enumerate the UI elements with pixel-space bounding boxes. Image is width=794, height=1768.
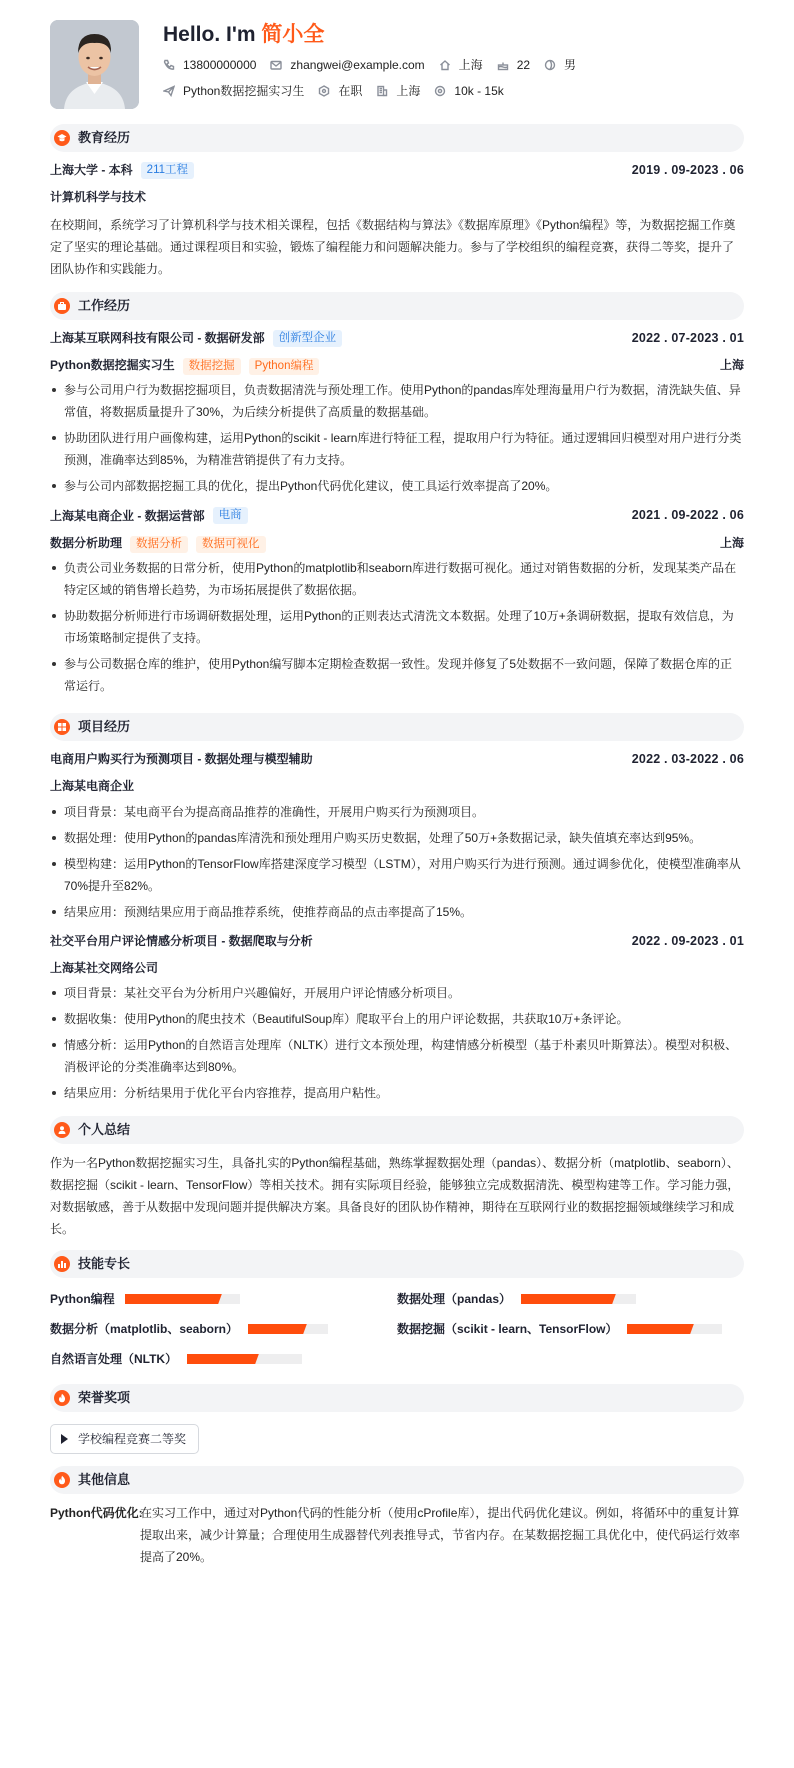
user-icon (54, 1122, 70, 1138)
email-text: zhangwei@example.com (290, 58, 425, 73)
list-item: 项目背景：某社交平台为分析用户兴趣偏好，开展用户评论情感分析项目。 (50, 982, 744, 1004)
city-text: 上海 (458, 58, 483, 73)
list-item: 模型构建：运用Python的TensorFlow库搭建深度学习模型（LSTM），对用户购买行为进行预测。通过调参优化，使模型准确率从70%提升至82%。 (50, 853, 744, 897)
skill-bar (627, 1324, 722, 1334)
award-text: 学校编程竞赛二等奖 (78, 1432, 187, 1446)
city-item (439, 55, 483, 75)
work-city-text: 上海 (396, 84, 421, 99)
phone-icon (163, 59, 175, 71)
coin-icon (434, 85, 446, 97)
greeting-text: Hello. I'm (163, 23, 262, 46)
summary-text: 作为一名Python数据挖掘实习生，具备扎实的Python编程基础，熟练掌握数据处理（pandas）、数据分析（matplotlib、seaborn）、数据挖掘（scikit - learn、TensorFlow）等相关技术。拥有实际项目经验，能够独立完成数据清洗、模型构建等工作。学习能力强，对数据敏感，善于从数据中发现问题并提供解决方案。具备良好的团队协作精神，期待在互联网行业的数据挖掘领域继续学习和成长。 (50, 1156, 740, 1237)
education-entry (50, 160, 744, 280)
skill-label: 自然语言处理（NLTK） (50, 1352, 178, 1366)
skill-label: 数据分析（matplotlib、seaborn） (50, 1322, 239, 1336)
list-item: 参与公司内部数据挖掘工具的优化，提出Python代码优化建议，使工具运行效率提高了20%。 (50, 475, 744, 497)
skill-tag: 数据分析 (130, 536, 188, 553)
skill-item (397, 1314, 744, 1344)
work-bullets (50, 379, 744, 497)
section-skills-header (50, 1250, 744, 1278)
education-head-row (50, 160, 744, 181)
project-date: 2022 . 03-2022 . 06 (631, 751, 744, 766)
bar-chart-icon (54, 1256, 70, 1272)
section-title: 工作经历 (78, 297, 131, 313)
skill-bar (125, 1294, 240, 1304)
greeting-title (163, 20, 590, 49)
skill-item (397, 1284, 744, 1314)
list-item: 协助数据分析师进行市场调研数据处理，运用Python的正则表达式清洗文本数据。处理了10万+条调研数据，提取有效信息，为市场策略制定提供了支持。 (50, 605, 744, 649)
skill-tag: 数据挖掘 (183, 358, 241, 375)
education-date: 2019 . 09-2023 . 06 (631, 163, 744, 177)
salary-item (434, 81, 503, 101)
phone-text: 13800000000 (183, 58, 257, 73)
list-item: 结果应用：分析结果用于优化平台内容推荐，提高用户粘性。 (50, 1082, 744, 1104)
work-head-row (50, 505, 744, 526)
skill-bar-fill (627, 1324, 689, 1334)
avatar (50, 20, 139, 109)
project-date: 2022 . 09-2023 . 01 (631, 933, 744, 948)
role-row (50, 355, 744, 375)
play-icon (61, 1434, 68, 1444)
send-icon (163, 85, 175, 97)
school-text: 上海大学 - 本科 (50, 163, 133, 178)
resume-header (50, 20, 744, 120)
section-title: 技能专长 (78, 1256, 131, 1272)
candidate-name: 简小全 (261, 23, 325, 46)
section-title: 荣誉奖项 (78, 1390, 131, 1406)
grid-icon (54, 719, 70, 735)
list-item: 协助团队进行用户画像构建，运用Python的scikit - learn库进行特征工程，提取用户行为特征。通过逻辑回归模型对用户进行分类预测，准确率达到85%，为精准营销提供了有力支持。 (50, 427, 744, 471)
company-tag: 创新型企业 (273, 330, 343, 347)
company-text: 上海某电商企业 - 数据运营部 (50, 508, 205, 523)
building-icon (376, 85, 388, 97)
skill-bar-fill (125, 1294, 217, 1304)
role-row (50, 533, 744, 553)
job-row (163, 81, 590, 101)
flame-icon (54, 1390, 70, 1406)
skill-bar-fill (187, 1354, 254, 1364)
work-bullets (50, 557, 744, 697)
company-tag: 电商 (213, 507, 248, 524)
list-item: 项目背景：某电商平台为提高商品推荐的准确性，开展用户购买行为预测项目。 (50, 801, 744, 823)
project-name: 电商用户购买行为预测项目 - 数据处理与模型辅助 (50, 752, 313, 767)
cake-icon (497, 59, 509, 71)
list-item: 负责公司业务数据的日常分析，使用Python的matplotlib和seaborn库进行数据可视化。通过对销售数据的分析，发现某类产品在特定区域的销售增长趋势，为市场拓展提供了数据依据。 (50, 557, 744, 601)
company-text: 上海某互联网科技有限公司 - 数据研发部 (50, 331, 265, 346)
skill-bar (187, 1354, 302, 1364)
gender-icon (544, 59, 556, 71)
list-item: 参与公司数据仓库的维护，使用Python编写脚本定期检查数据一致性。发现并修复了5处数据不一致问题，保障了数据仓库的正常运行。 (50, 653, 744, 697)
role (50, 355, 319, 375)
skill-bar (521, 1294, 636, 1304)
project-org: 上海某电商企业 (50, 779, 135, 794)
project-entry (50, 749, 744, 923)
major: 计算机科学与技术 (50, 190, 147, 205)
honors-list (50, 1424, 744, 1454)
list-item: 情感分析：运用Python的自然语言处理库（NLTK）进行文本预处理，构建情感分析模型（基于朴素贝叶斯算法）。模型对积极、消极评论的分类准确率达到80%。 (50, 1034, 744, 1078)
section-education-header (50, 124, 744, 152)
skill-bar-fill (521, 1294, 611, 1304)
skills-list (50, 1284, 744, 1374)
job-text: Python数据挖掘实习生 (183, 84, 305, 99)
award-chip (50, 1424, 199, 1454)
gender-item (544, 55, 576, 75)
status-text: 在职 (338, 84, 363, 99)
phone-item (163, 55, 256, 75)
list-item: 数据处理：使用Python的pandas库清洗和预处理用户购买历史数据，处理了50万+条数据记录，缺失值填充率达到95%。 (50, 827, 744, 849)
section-honors-header (50, 1384, 744, 1412)
age-item (497, 55, 530, 75)
age-text: 22 (516, 58, 531, 73)
list-item: 参与公司用户行为数据挖掘项目，负责数据清洗与预处理工作。使用Python的pandas库处理海量用户行为数据，清洗缺失值、异常值，将数据质量提升了30%，为后续分析提供了高质量的数据基础。 (50, 379, 744, 423)
skill-item (50, 1284, 397, 1314)
project-bullets (50, 982, 744, 1104)
work-head-row (50, 328, 744, 349)
role-text: Python数据挖掘实习生 (50, 357, 175, 372)
other-entry (50, 1502, 744, 1568)
section-title: 教育经历 (78, 129, 131, 145)
education-icon (54, 130, 70, 146)
work-entry (50, 328, 744, 498)
gender-text: 男 (564, 58, 577, 73)
skill-item (50, 1314, 397, 1344)
role (50, 533, 266, 553)
status-item (318, 81, 362, 101)
job-item (163, 81, 304, 101)
work-location: 上海 (719, 357, 744, 372)
work-city-item (376, 81, 420, 101)
hexagon-icon (318, 85, 330, 97)
section-other-header (50, 1466, 744, 1494)
other-label: Python代码优化: (50, 1506, 143, 1521)
work-entry (50, 505, 744, 697)
other-text: 在实习工作中，通过对Python代码的性能分析（使用cProfile库），提出代码优化建议。例如，将循环中的重复计算提取出来，减少计算量；合理使用生成器替代列表推导式，节省内存。在某数据挖掘工具优化中，使代码运行效率提高了20%。 (140, 1506, 741, 1565)
section-title: 个人总结 (78, 1122, 131, 1138)
skill-tag: 数据可视化 (196, 536, 266, 553)
avatar-portrait-icon (50, 20, 139, 109)
skill-item (50, 1344, 397, 1374)
skill-bar (248, 1324, 328, 1334)
contact-row (163, 55, 590, 75)
section-summary-header (50, 1116, 744, 1144)
work-date: 2022 . 07-2023 . 01 (631, 330, 744, 345)
education-desc: 在校期间，系统学习了计算机科学与技术相关课程，包括《数据结构与算法》《数据库原理》《Python编程》等，为数据挖掘工作奠定了坚实的理论基础。通过课程项目和实验，锻炼了编程能力和问题解决能力。参与了学校组织的编程竞赛，获得二等奖，提升了团队协作和实践能力。 (50, 217, 736, 276)
skill-label: 数据处理（pandas） (397, 1292, 512, 1306)
skill-label: 数据挖掘（scikit - learn、TensorFlow） (397, 1322, 618, 1336)
skill-tag: Python编程 (249, 358, 320, 375)
project-entry (50, 931, 744, 1105)
project-bullets (50, 801, 744, 923)
list-item: 数据收集：使用Python的爬虫技术（BeautifulSoup库）爬取平台上的用户评论数据，共获取10万+条评论。 (50, 1008, 744, 1030)
work-location: 上海 (719, 535, 744, 550)
project-name: 社交平台用户评论情感分析项目 - 数据爬取与分析 (50, 933, 313, 948)
role-text: 数据分析助理 (50, 535, 123, 550)
section-work-header (50, 292, 744, 320)
flame-icon (54, 1472, 70, 1488)
school-tag: 211工程 (141, 162, 194, 179)
section-projects-header (50, 713, 744, 741)
section-title: 其他信息 (78, 1472, 131, 1488)
company-name (50, 328, 342, 348)
home-icon (439, 59, 451, 71)
mail-icon (270, 59, 282, 71)
salary-text: 10k - 15k (454, 84, 504, 99)
work-date: 2021 . 09-2022 . 06 (631, 508, 744, 523)
header-info (163, 20, 590, 101)
list-item: 结果应用：预测结果应用于商品推荐系统，使推荐商品的点击率提高了15%。 (50, 901, 744, 923)
email-item (270, 55, 424, 75)
briefcase-icon (54, 298, 70, 314)
project-head-row (50, 749, 744, 770)
project-head-row (50, 931, 744, 952)
skill-label: Python编程 (50, 1292, 115, 1306)
section-title: 项目经历 (78, 718, 131, 734)
skill-bar-fill (248, 1324, 302, 1334)
project-org: 上海某社交网络公司 (50, 960, 159, 975)
company-name (50, 506, 248, 526)
school-name (50, 160, 194, 180)
